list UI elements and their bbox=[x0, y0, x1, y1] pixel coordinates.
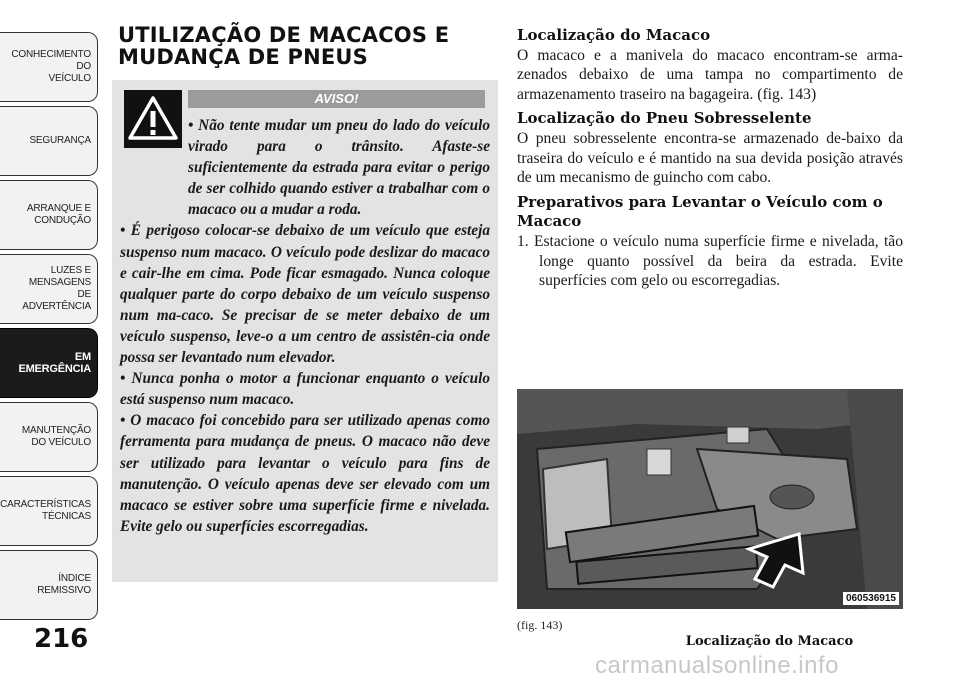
warning-text bbox=[120, 115, 490, 537]
figure-caption: Localização do Macaco bbox=[685, 634, 854, 649]
tab-label-line: DO VEÍCULO bbox=[31, 437, 91, 448]
tab-label-line: ADVERTÊNCIA bbox=[22, 301, 91, 312]
section-title-line: MUDANÇA DE PNEUS bbox=[118, 45, 368, 69]
tab-label-line: REMISSIVO bbox=[37, 585, 91, 596]
warning-heading: AVISO! bbox=[188, 90, 485, 108]
tab-seguranca[interactable] bbox=[0, 106, 98, 176]
step-1: 1. Estacione o veículo numa superfície firme e nivelada, tão longe quanto possível da beira da estrada. Evite superfícies com gelo ou escorregadias. bbox=[517, 232, 903, 290]
warning-paragraph: • Nunca ponha o motor a funcionar enquanto o veículo está suspenso num macaco. bbox=[120, 370, 490, 409]
tab-label-line: MENSAGENS bbox=[28, 277, 91, 288]
tab-label-line: LUZES E bbox=[50, 265, 91, 276]
warning-paragraph: • O macaco foi concebido para ser utilizado apenas como ferramenta para mudança de pneus. O macaco não deve ser utilizado para levantar o veículo para fins de manutenção. O veículo apenas deve ser elevado com um macaco se estiver sobre uma superfície firme e nivelada. Evite gelo ou superfícies escorregadias. bbox=[120, 412, 490, 535]
tab-label-line: DE bbox=[77, 289, 91, 300]
warning-paragraph: • É perigoso colocar-se debaixo de um veículo que esteja suspenso num macaco. O veículo pode deslizar do macaco e cair-lhe em cima. Pode ficar esmagado. Nunca coloque qualquer parte do corpo debaixo de um veículo suspenso num ma-caco. Se precisar de se meter debaixo de um veículo suspenso, leve-o a um centro de assistên-cia onde possa ser levantado num elevador. bbox=[120, 222, 490, 367]
tab-luzes-e-mensagens[interactable] bbox=[0, 254, 98, 324]
tab-manutencao-do-veiculo[interactable] bbox=[0, 402, 98, 472]
section-title-line: UTILIZAÇÃO DE MACACOS E bbox=[118, 23, 450, 47]
section-title bbox=[118, 24, 498, 68]
tab-label-line: VEÍCULO bbox=[48, 73, 91, 84]
heading-localizacao-macaco: Localização do Macaco bbox=[517, 26, 711, 44]
paragraph-pneu-sobresselente: O pneu sobresselente encontra-se armazenado de-baixo da traseira do veículo e é mantido na sua devida posição através de um mecanismo de guincho com cabo. bbox=[517, 129, 903, 187]
tab-caracteristicas-tecnicas[interactable] bbox=[0, 476, 98, 546]
figure-jack-location bbox=[517, 389, 903, 609]
warning-paragraph: • Não tente mudar um pneu do lado do veículo virado para o trânsito. Afaste-se suficientemente da estrada para evitar o perigo de ser colhido quando estiver a trabalhar com o macaco ou a mudar a roda. bbox=[188, 117, 490, 219]
page-number: 216 bbox=[34, 624, 89, 654]
tab-conhecimento-do-veiculo[interactable] bbox=[0, 32, 98, 102]
tab-label-line: EMERGÊNCIA bbox=[18, 363, 91, 375]
tab-label-line: CONDUÇÃO bbox=[34, 215, 91, 226]
tab-arranque-e-conducao[interactable] bbox=[0, 180, 98, 250]
tab-label-line: CONHECIMENTO bbox=[11, 49, 91, 60]
tab-label-line: DO bbox=[76, 61, 91, 72]
tab-label-line: SEGURANÇA bbox=[29, 135, 91, 146]
tab-label-line: MANUTENÇÃO bbox=[21, 425, 91, 436]
tab-label-line: ÍNDICE bbox=[58, 573, 91, 584]
tab-label-line: CARACTERÍSTICAS bbox=[0, 499, 91, 510]
heading-preparativos: Preparativos para Levantar o Veículo com o Macaco bbox=[517, 192, 883, 231]
tab-em-emergencia[interactable] bbox=[0, 328, 98, 398]
heading-pneu-sobresselente: Localização do Pneu Sobresselente bbox=[517, 109, 812, 128]
tab-label-line: ARRANQUE E bbox=[26, 203, 91, 214]
tab-indice-remissivo[interactable] bbox=[0, 550, 98, 620]
figure-code: 060536915 bbox=[843, 592, 899, 605]
tab-label-line: EM bbox=[74, 351, 91, 363]
watermark: carmanualsonline.info bbox=[595, 652, 839, 679]
right-column bbox=[517, 26, 903, 296]
trunk-photo-illustration bbox=[517, 389, 903, 609]
paragraph-localizacao-macaco: O macaco e a manivela do macaco encontram-se arma-zenados debaixo de uma tampa no compartimento de armazenamento traseiro na bagageira. (fig. 143) bbox=[517, 46, 903, 103]
tab-label-line: TÉCNICAS bbox=[42, 511, 91, 522]
figure-reference: (fig. 143) bbox=[517, 618, 563, 632]
